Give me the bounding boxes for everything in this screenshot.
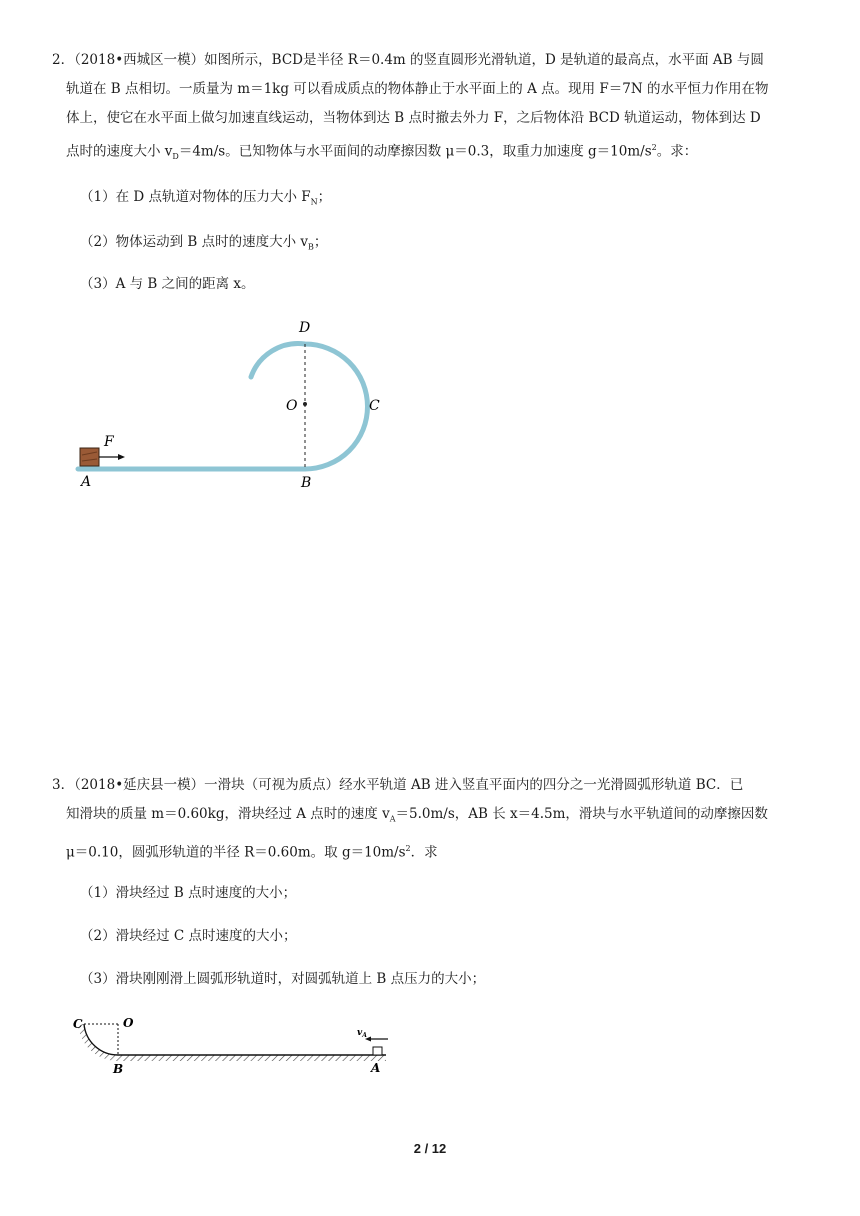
q2-label-F: F [104, 434, 114, 450]
q2-subquestion-1: （1）在 D 点轨道对物体的压力大小 $F_N$； [80, 189, 332, 207]
q2-block [80, 448, 99, 466]
q3-subquestion-1: （1）滑块经过 B 点时速度的大小； [80, 885, 297, 901]
page-number: 2 / 12 [413, 1141, 447, 1156]
q3-label-C: C [73, 1017, 83, 1031]
q3-line3: μ＝0.10，圆弧形轨道的半径 R＝0.60m。取 $g=10m/s^2$．求 [66, 843, 438, 861]
q2-figure [60, 310, 400, 495]
q2-label-C: C [369, 398, 380, 414]
q2-label-B: B [301, 475, 312, 491]
q2-line1: 2．（2018•西城区一模）如图所示，BCD是半径 R＝0.4m 的竖直圆形光滑轨道，D 是轨道的最高点，水平面 AB 与圆 [52, 52, 764, 68]
q2-track [78, 344, 368, 469]
q3-line2: 知滑块的质量 m＝0.60kg，滑块经过 A 点时的速度 $v_A=5.0m/s$，AB 长 x＝4.5m，滑块与水平轨道间的动摩擦因数 [66, 806, 768, 824]
q3-subquestion-3: （3）滑块刚刚滑上圆弧形轨道时，对圆弧轨道上 B 点压力的大小； [80, 971, 486, 987]
q2-line2: 轨道在 B 点相切。一质量为 m＝1kg 可以看成质点的物体静止于水平面上的 A 点。现用 F＝7N 的水平恒力作用在物 [66, 81, 769, 97]
q2-subquestion-3: （3）A 与 B 之间的距离 x。 [80, 276, 255, 292]
q3-block [373, 1047, 382, 1055]
q3-subquestion-2: （2）滑块经过 C 点时速度的大小； [80, 928, 297, 944]
q3-label-O: O [123, 1016, 134, 1030]
question-2-text [52, 46, 812, 171]
q3-label-vA: $v_A$ [357, 1028, 367, 1039]
q3-label-B: B [113, 1062, 124, 1076]
q2-subquestion-2: （2）物体运动到 B 点时的速度大小 $v_B$； [80, 234, 328, 252]
q2-label-D: D [299, 320, 311, 336]
q2-label-O: O [286, 398, 298, 414]
q2-line3: 体上，使它在水平面上做匀加速直线运动，当物体到达 B 点时撤去外力 F，之后物体沿 BCD 轨道运动，物体到达 D [66, 110, 761, 126]
q3-label-A: A [371, 1061, 381, 1075]
question-3-text [52, 771, 812, 867]
q2-label-A: A [81, 474, 92, 490]
q2-line4: 点时的速度大小 $v_D=4m/s$。已知物体与水平面间的动摩擦因数 μ＝0.3，取重力加速度 $g=10m/s^2$。求： [66, 143, 698, 162]
q2-center-dot [303, 402, 307, 406]
q3-figure [68, 1010, 398, 1080]
q3-line1: 3．（2018•延庆县一模）一滑块（可视为质点）经水平轨道 AB 进入竖直平面内的四分之一光滑圆弧形轨道 BC．已 [52, 777, 744, 793]
